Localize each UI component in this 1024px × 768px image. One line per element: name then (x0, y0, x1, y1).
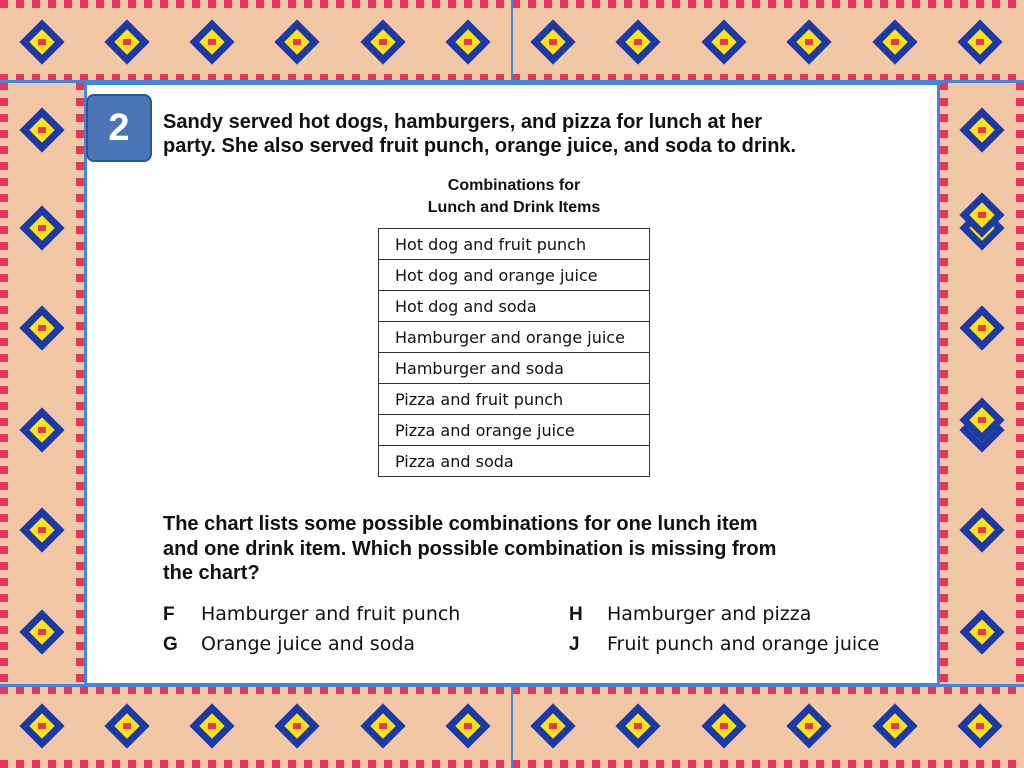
diamond-motif-icon (960, 22, 1000, 62)
table-title-line: Combinations for (447, 177, 581, 194)
answer-choice-j[interactable] (569, 632, 879, 657)
table-row (379, 415, 650, 446)
diamond-motif-icon (22, 706, 62, 746)
diamond-motif-icon (107, 22, 147, 62)
diamond-motif-icon (277, 706, 317, 746)
diamond-motif-icon (192, 706, 232, 746)
frame-seam-top (511, 0, 513, 82)
choice-text: Hamburger and fruit punch (201, 603, 461, 625)
prompt-line: The chart lists some possible combinations for one lunch item (163, 513, 758, 535)
table-title-line: Lunch and Drink Items (427, 199, 601, 216)
choice-text: Orange juice and soda (201, 633, 416, 655)
question-line: party. She also served fruit punch, orange juice, and soda to drink. (163, 135, 797, 157)
table-cell: Pizza and soda (379, 446, 650, 477)
diamond-motif-icon (192, 22, 232, 62)
table-cell: Hot dog and soda (379, 291, 650, 322)
left-border (0, 82, 84, 686)
combinations-table (378, 228, 650, 477)
question-number-badge (86, 94, 152, 162)
diamond-motif-icon (962, 195, 1002, 235)
table-row (379, 446, 650, 477)
frame-seam-bottom (511, 686, 513, 768)
table-title (378, 175, 650, 219)
table-row (379, 260, 650, 291)
diamond-motif-icon (277, 22, 317, 62)
table-row (379, 291, 650, 322)
table-cell: Hamburger and soda (379, 353, 650, 384)
choice-letter: F (163, 604, 175, 625)
diamond-motif-icon (704, 22, 744, 62)
choice-letter: J (569, 634, 580, 655)
right-border (940, 82, 1024, 686)
diamond-motif-icon (22, 110, 62, 150)
diamond-motif-icon (22, 22, 62, 62)
diamond-motif-icon (962, 110, 1002, 150)
diamond-motif-icon (448, 22, 488, 62)
table-cell: Pizza and fruit punch (379, 384, 650, 415)
diamond-motif-icon (875, 706, 915, 746)
diamond-motif-icon (962, 612, 1002, 652)
diamond-motif-icon (960, 706, 1000, 746)
table-row (379, 384, 650, 415)
diamond-motif-icon (22, 410, 62, 450)
table-row (379, 322, 650, 353)
question-number: 2 (108, 106, 130, 149)
table-cell: Pizza and orange juice (379, 415, 650, 446)
diamond-motif-icon (533, 22, 573, 62)
question-text (163, 110, 923, 158)
table-cell: Hamburger and orange juice (379, 322, 650, 353)
diamond-motif-icon (22, 612, 62, 652)
diamond-motif-icon (363, 22, 403, 62)
choice-text: Fruit punch and orange juice (607, 633, 880, 655)
diamond-motif-icon (789, 22, 829, 62)
diamond-motif-icon (363, 706, 403, 746)
prompt-text (163, 512, 903, 586)
diamond-motif-icon (875, 22, 915, 62)
diamond-motif-icon (704, 706, 744, 746)
diamond-motif-icon (22, 208, 62, 248)
table-row (379, 229, 650, 260)
diamond-motif-icon (107, 706, 147, 746)
choice-letter: G (163, 634, 178, 655)
answer-choice-h[interactable] (569, 602, 811, 627)
diamond-motif-icon (962, 510, 1002, 550)
diamond-motif-icon (22, 308, 62, 348)
diamond-motif-icon (789, 706, 829, 746)
diamond-motif-icon (448, 706, 488, 746)
choice-text: Hamburger and pizza (607, 603, 812, 625)
diamond-motif-icon (618, 706, 658, 746)
prompt-line: and one drink item. Which possible combination is missing from (163, 537, 777, 560)
diamond-motif-icon (618, 22, 658, 62)
diamond-motif-icon (962, 400, 1002, 440)
answer-choice-g[interactable] (163, 632, 415, 657)
prompt-line: the chart? (163, 562, 260, 584)
table-row (379, 353, 650, 384)
choice-letter: H (569, 604, 583, 625)
answer-choice-f[interactable] (163, 602, 460, 627)
diamond-motif-icon (533, 706, 573, 746)
question-line: Sandy served hot dogs, hamburgers, and pizza for lunch at her (163, 111, 762, 133)
diamond-motif-icon (22, 510, 62, 550)
diamond-motif-icon (962, 308, 1002, 348)
table-cell: Hot dog and fruit punch (379, 229, 650, 260)
table-cell: Hot dog and orange juice (379, 260, 650, 291)
